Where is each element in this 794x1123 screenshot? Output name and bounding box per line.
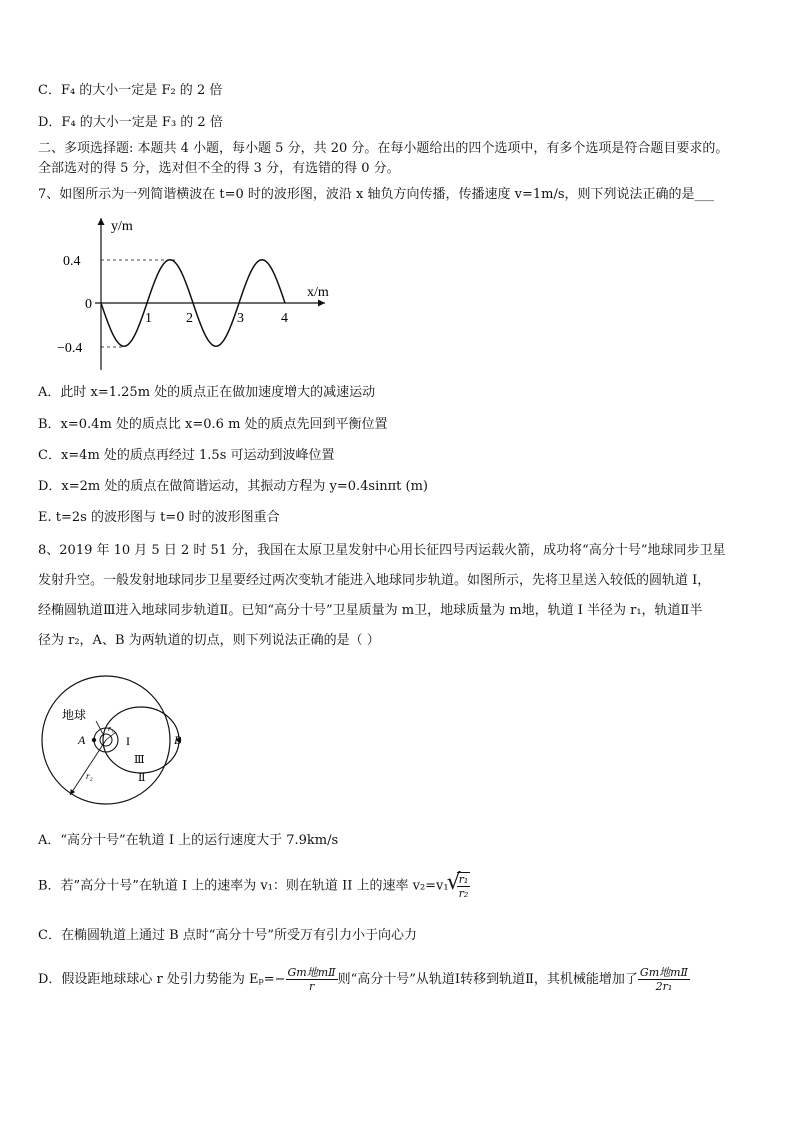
y-tick-neg04: −0.4 xyxy=(57,341,83,356)
option-c-prev: C．F₄ 的大小一定是 F₂ 的 2 倍 xyxy=(38,83,223,98)
option-d-prev: D．F₄ 的大小一定是 F₃ 的 2 倍 xyxy=(38,115,223,130)
sqrt-fraction xyxy=(457,873,471,900)
q7-option-a: A．此时 x=1.25m 处的质点正在做加速度增大的减速运动 xyxy=(38,385,376,400)
r2-label: r₂ xyxy=(86,771,93,781)
r1-label: r₁ xyxy=(108,724,114,733)
potential-numerator: Gm地mⅡ xyxy=(287,966,336,979)
q8-option-d-mid: 则“高分十号”从轨道Ⅰ转移到轨道Ⅱ，其机械能增加了 xyxy=(337,972,638,987)
point-a-dot xyxy=(92,738,96,742)
energy-denominator: 2r₁ xyxy=(655,980,673,993)
x-tick-3: 3 xyxy=(237,311,244,326)
x-axis-label: x/m xyxy=(307,285,329,300)
q8-stem-1: 8、2019 年 10 月 5 日 2 时 51 分，我国在太原卫星发射中心用长征四号丙运载火箭，成功将“高分十号”地球同步卫星 xyxy=(38,543,726,558)
q8-stem-2: 发射升空。一般发射地球同步卫星要经过两次变轨才能进入地球同步轨道。如图所示，先将卫星送入较低的圆轨道 I， xyxy=(38,573,711,588)
wave-graph xyxy=(55,210,345,375)
orbit-1-label: I xyxy=(126,734,130,748)
x-tick-4: 4 xyxy=(281,311,288,326)
potential-denominator: r xyxy=(308,980,315,993)
r2-line xyxy=(70,740,106,795)
q8-stem-3: 经椭圆轨道Ⅲ进入地球同步轨道Ⅱ。已知“高分十号”卫星质量为 m卫，地球质量为 m地，轨道 I 半径为 r₁，轨道Ⅱ半 xyxy=(38,603,703,618)
y-axis-label: y/m xyxy=(111,219,133,234)
section2-heading: 二、多项选择题: 本题共 4 小题，每小题 5 分，共 20 分。在每小题给出的四个选项中，有多个选项是符合题目要求的。 xyxy=(38,141,729,156)
fraction-denominator: r₂ xyxy=(458,887,469,900)
q8-stem-4: 径为 r₂，A、B 为两轨道的切点，则下列说法正确的是（ ） xyxy=(38,633,380,648)
q7-stem: 7、如图所示为一列简谐横波在 t=0 时的波形图，波沿 x 轴负方向传播，传播速度 v=1m/s，则下列说法正确的是___ xyxy=(38,187,715,202)
r1-line xyxy=(106,732,116,740)
energy-numerator: Gm地mⅡ xyxy=(639,966,689,979)
q8-option-d-text: D．假设距地球球心 r 处引力势能为 Eₚ=− xyxy=(38,972,286,987)
y-tick-04: 0.4 xyxy=(63,254,81,269)
q7-option-d: D．x=2m 处的质点在做简谐运动，其振动方程为 y=0.4sinπt (m) xyxy=(38,479,428,494)
q8-option-b xyxy=(38,872,470,900)
sqrt-expression xyxy=(449,872,471,900)
q8-option-a: A．“高分十号”在轨道 I 上的运行速度大于 7.9km/s xyxy=(38,833,339,848)
fraction-numerator: √ r₁ xyxy=(458,873,469,886)
earth-label: 地球 xyxy=(62,708,87,722)
point-a-label: A xyxy=(78,733,86,747)
q8-option-b-text: B．若”高分十号”在轨道 I 上的速率为 v₁：则在轨道 II 上的速率 v₂=v₁ xyxy=(38,878,449,894)
potential-fraction xyxy=(286,966,338,993)
x-tick-1: 1 xyxy=(145,311,152,326)
energy-fraction xyxy=(638,966,690,993)
orbit-2-label: Ⅱ xyxy=(138,772,146,784)
x-tick-2: 2 xyxy=(186,311,193,326)
q8-option-d xyxy=(38,966,690,993)
q8-option-c: C．在椭圆轨道上通过 B 点时“高分十号”所受万有引力小于向心力 xyxy=(38,928,418,943)
q7-option-b: B．x=0.4m 处的质点比 x=0.6 m 处的质点先回到平衡位置 xyxy=(38,417,388,432)
section2-scoring: 全部选对的得 5 分，选对但不全的得 3 分，有选错的得 0 分。 xyxy=(38,161,400,176)
q7-option-e: E. t=2s 的波形图与 t=0 时的波形图重合 xyxy=(38,510,280,525)
orbit-3-label: Ⅲ xyxy=(134,754,145,766)
y-tick-0: 0 xyxy=(85,297,92,312)
q7-option-c: C．x=4m 处的质点再经过 1.5s 可运动到波峰位置 xyxy=(38,448,335,463)
point-b-label: B xyxy=(174,733,182,747)
orbit-diagram xyxy=(38,675,198,810)
